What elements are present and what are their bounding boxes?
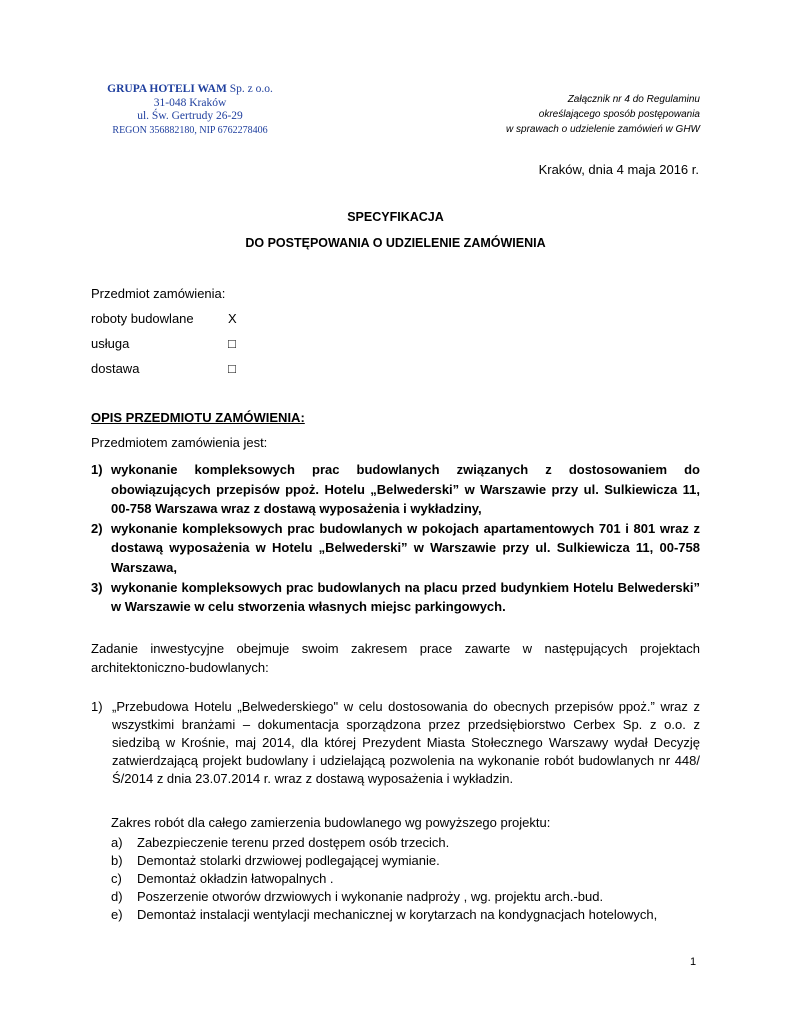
subject-option-mark: X [228, 311, 237, 326]
subject-label: Przedmiot zamówienia: [91, 286, 226, 301]
annex-note: Załącznik nr 4 do Regulaminu określającego sposób postępowania w sprawach o udzielenie zamówień w GHW [506, 94, 700, 135]
company-name: GRUPA HOTELI WAM Sp. z o.o. [107, 83, 273, 95]
page-number: 1 [690, 956, 697, 968]
document-title: SPECYFIKACJA [347, 210, 444, 224]
list-item: d) Poszerzenie otworów drzwiowych i wykonanie nadproży , wg. projektu arch.-bud. [111, 889, 604, 904]
list-item: b) Demontaż stolarki drzwiowej podlegającej wymianie. [111, 853, 440, 868]
list-item: a) Zabezpieczenie terenu przed dostępem osób trzecich. [111, 835, 450, 850]
subject-option-label: dostawa [91, 361, 140, 376]
list-item: c) Demontaż okładzin łatwopalnych . [111, 871, 334, 886]
list-item: 3) wykonanie kompleksowych prac budowlanych na placu przed budynkiem Hotelu Belwederski” w Warszawie w celu stworzenia własnych miejsc parkingowych. [91, 579, 700, 615]
list-item: 1) wykonanie kompleksowych prac budowlanych związanych z dostosowaniem do obowiązujących przepisów ppoż. Hotelu „Belwederski” w Warszawie przy ul. Sulkiewicza 11, 00-758 Warszawa wraz z dostawą wyposażenia i wykładziny, [91, 462, 700, 517]
intro-text: Przedmiotem zamówienia jest: [91, 435, 268, 450]
subject-option-mark: □ [228, 336, 236, 351]
list-item: e) Demontaż instalacji wentylacji mechanicznej w korytarzach na kondygnacjach hotelowych, [111, 907, 658, 922]
subject-option-label: roboty budowlane [91, 311, 194, 326]
project-item: 1) „Przebudowa Hotelu „Belwederskiego" w celu dostosowania do obecnych przepisów ppoż.” wraz z wszystkimi branżami – dokumentacja sporządzona przez przedsiębiorstwo Cerbex Sp. z o.o. z siedzibą w Krośnie, maj 2014, dla której Prezydent Miasta Stołecznego Warszawy wydał Decyzję zatwierdzającą projekt budowlany i udzielającą pozwolenia na wykonanie robót budowlanych nr 448/Ś/2014 z dnia 23.07.2014 r. wraz z dostawą wyposażenia i wykładzin. [91, 699, 700, 786]
subject-option-label: usługa [91, 336, 130, 351]
company-regon-nip: REGON 356882180, NIP 6762278406 [112, 124, 268, 136]
list-item: 2) wykonanie kompleksowych prac budowlanych w pokojach apartamentowych 701 i 801 wraz z dostawą wyposażenia w Hotelu „Belwederski” w Warszawie przy ul. Sulkiewicza 11, 00-758 Warszawa, [91, 520, 700, 575]
document-date: Kraków, dnia 4 maja 2016 r. [538, 162, 699, 177]
scope-heading: Zakres robót dla całego zamierzenia budowlanego wg powyższego projektu: [111, 815, 551, 830]
scope-list [111, 834, 711, 924]
section-heading: OPIS PRZEDMIOTU ZAMÓWIENIA: [91, 410, 305, 425]
company-postal-city: 31-048 Kraków [153, 96, 227, 109]
subject-option-mark: □ [228, 361, 236, 376]
investment-paragraph: Zadanie inwestycyjne obejmuje swoim zakresem prace zawarte w następujących projektach architektoniczno-budowlanych: [91, 641, 700, 675]
document-subtitle: DO POSTĘPOWANIA O UDZIELENIE ZAMÓWIENIA [245, 236, 546, 250]
order-items-list [91, 460, 700, 617]
company-letterhead [90, 83, 290, 137]
company-street: ul. Św. Gertrudy 26-29 [137, 110, 243, 122]
